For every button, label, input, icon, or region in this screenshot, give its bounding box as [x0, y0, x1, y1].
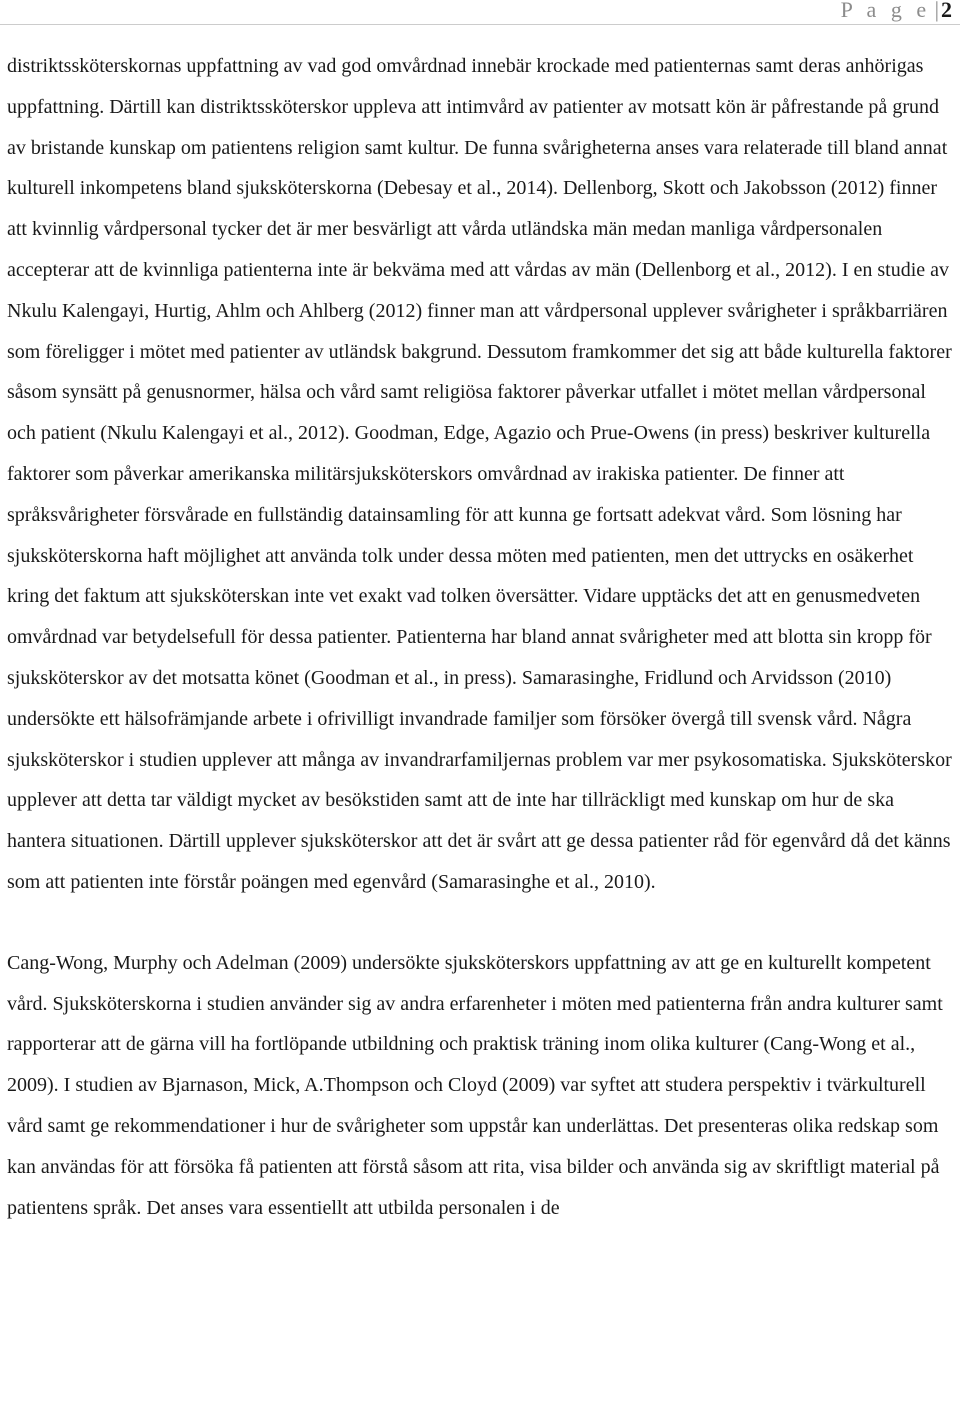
document-body	[7, 46, 953, 1228]
page-label: P a g e	[840, 0, 931, 22]
body-paragraph-2: Cang-Wong, Murphy och Adelman (2009) undersökte sjuksköterskors uppfattning av att ge en kulturellt kompetent vård. Sjuksköterskorna i studien använder sig av andra erfarenheter i möten med patienterna från andra kulturer samt rapporterar att de gärna vill ha fortlöpande utbildning och praktisk träning inom olika kulturer (Cang-Wong et al., 2009). I studien av Bjarnason, Mick, A.Thompson och Cloyd (2009) var syftet att studera perspektiv i tvärkulturell vård samt ge rekommendationer i hur de svårigheter som uppstår kan underlättas. Det presenteras olika redskap som kan användas för att försöka få patienten att förstå såsom att rita, visa bilder och använda sig av skriftligt material på patientens språk. Det anses vara essentiellt att utbilda personalen i de	[7, 951, 943, 1219]
body-paragraph-1: distriktssköterskornas uppfattning av vad god omvårdnad innebär krockade med patienternas samt deras anhörigas uppfattning. Därtill kan distriktssköterskor uppleva att intimvård av patienter av motsatt kön är påfrestande på grund av bristande kunskap om patientens religion samt kultur. De funna svårigheterna anses vara relaterade till bland annat kulturell inkompetens bland sjuksköterskorna (Debesay et al., 2014). Dellenborg, Skott och Jakobsson (2012) finner att kvinnlig vårdpersonal tycker det är mer besvärligt att vårda utländska män medan manliga vårdpersonalen accepterar att de kvinnliga patienterna inte är bekväma med att vårdas av män (Dellenborg et al., 2012). I en studie av Nkulu Kalengayi, Hurtig, Ahlm och Ahlberg (2012) finner man att vårdpersonal upplever svårigheter i språkbarriären som föreligger i mötet med patienter av utländsk bakgrund. Dessutom framkommer det sig att både kulturella faktorer såsom synsätt på genusnormer, hälsa och vård samt religiösa faktorer påverkar utfallet i mötet mellan vårdpersonal och patient (Nkulu Kalengayi et al., 2012). Goodman, Edge, Agazio och Prue-Owens (in press) beskriver kulturella faktorer som påverkar amerikanska militärsjuksköterskors omvårdnad av irakiska patienter. De finner att språksvårigheter försvårade en fullständig datainsamling för att kunna ge fortsatt adekvat vård. Som lösning har sjuksköterskorna haft möjlighet att använda tolk under dessa möten med patienten, men det uttrycks en osäkerhet kring det faktum att sjuksköterskan inte vet exakt vad tolken översätter. Vidare upptäcks det att en genusmedveten omvårdnad var betydelsefull för dessa patienter. Patienterna har bland annat svårigheter med att blotta sin kropp för sjuksköterskor av det motsatta könet (Goodman et al., in press). Samarasinghe, Fridlund och Arvidsson (2010) undersökte ett hälsofrämjande arbete i ofrivilligt invandrade familjer som försöker övergå till svensk vård. Några sjuksköterskor i studien upplever att många av invandrarfamiljernas problem var mer psykosomatiska. Sjuksköterskor upplever att detta tar väldigt mycket av besökstiden samt att de inte har tillräckligt med kunskap om hur de ska hantera situationen. Därtill upplever sjuksköterskor att det är svårt att ge dessa patienter råd för egenvård då det känns som att patienten inte förstår poängen med egenvård (Samarasinghe et al., 2010).	[7, 55, 952, 893]
page-number: 2	[941, 0, 952, 22]
header-rule	[0, 24, 960, 25]
page-header	[841, 0, 952, 24]
page-separator: |	[934, 0, 939, 22]
